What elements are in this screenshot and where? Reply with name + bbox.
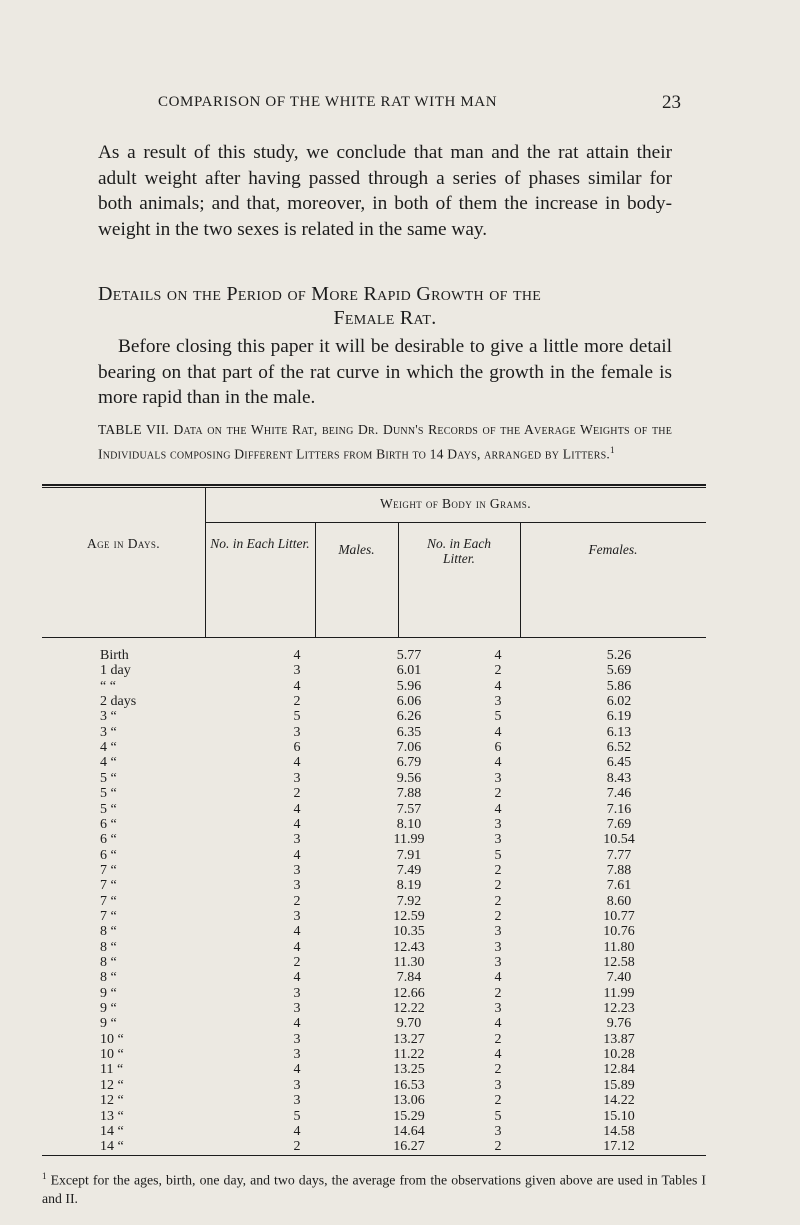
cell-no-male: 4 <box>293 847 301 863</box>
cell-males: 8.10 <box>396 816 422 832</box>
cell-females: 10.76 <box>603 924 635 940</box>
cell-males: 14.64 <box>393 1123 425 1139</box>
cell-no-female: 3 <box>494 1077 502 1093</box>
cell-females: 7.77 <box>606 847 632 863</box>
cell-females: 15.10 <box>603 1108 635 1124</box>
cell-no-female: 3 <box>494 955 502 970</box>
cell-age: 2 days <box>100 694 137 710</box>
cell-males: 6.01 <box>396 663 422 679</box>
cell-males: 12.59 <box>393 908 425 924</box>
cell-no-female: 3 <box>494 1001 502 1017</box>
cell-no-male: 3 <box>293 663 301 679</box>
cell-no-male: 4 <box>293 678 301 694</box>
cell-no-female: 4 <box>494 801 502 817</box>
cell-no-male: 4 <box>293 1123 301 1139</box>
cell-females: 10.28 <box>603 1047 635 1063</box>
cell-males: 7.91 <box>396 847 422 863</box>
cell-no-female: 3 <box>494 1123 502 1139</box>
cell-no-male: 3 <box>293 985 301 1001</box>
cell-males: 9.56 <box>396 770 422 786</box>
cell-males: 6.35 <box>396 724 422 740</box>
footnote-mark: 1 <box>42 1171 47 1181</box>
cell-age: 9 “ <box>100 1016 117 1032</box>
cell-age: 6 “ <box>100 816 117 832</box>
cell-females: 7.69 <box>606 816 632 832</box>
cell-no-male: 3 <box>293 862 301 878</box>
cell-males: 7.92 <box>396 893 422 909</box>
cell-no-female: 2 <box>494 878 502 894</box>
cell-no-male: 3 <box>293 1093 301 1109</box>
cell-no-female: 2 <box>494 1031 502 1047</box>
cell-age: 5 “ <box>100 801 117 817</box>
cell-no-male: 3 <box>293 832 301 848</box>
cell-no-male: 4 <box>293 801 301 817</box>
cell-no-female: 2 <box>494 786 502 802</box>
cell-males: 7.49 <box>396 862 422 878</box>
cell-females: 11.99 <box>603 985 635 1001</box>
cell-age: 13 “ <box>100 1108 124 1124</box>
cell-males: 16.27 <box>393 1139 425 1155</box>
header-no-female: No. in Each Litter. <box>426 536 492 566</box>
cell-age: 4 “ <box>100 755 117 771</box>
cell-males: 8.19 <box>396 878 422 894</box>
cell-females: 7.61 <box>606 878 632 894</box>
cell-no-female: 2 <box>494 1093 502 1109</box>
cell-females: 12.23 <box>603 1001 635 1017</box>
cell-no-male: 3 <box>293 1077 301 1093</box>
cell-males: 16.53 <box>393 1077 425 1093</box>
cell-no-male: 4 <box>293 924 301 940</box>
cell-females: 6.52 <box>606 740 632 756</box>
cell-no-female: 4 <box>494 724 502 740</box>
cell-males: 7.06 <box>396 740 422 756</box>
cell-males: 7.88 <box>396 786 422 802</box>
paragraph-introduction: Before closing this paper it will be desirable to give a little more detail bearing on that part of the rat curve in which the growth in the female is more rapid than in the male. <box>98 336 672 408</box>
cell-age: 6 “ <box>100 832 117 848</box>
cell-no-male: 2 <box>293 893 301 909</box>
cell-males: 10.35 <box>393 924 425 940</box>
cell-age: 8 “ <box>100 970 117 986</box>
cell-females: 8.60 <box>606 893 632 909</box>
cell-no-female: 2 <box>494 893 502 909</box>
cell-males: 6.06 <box>396 694 422 710</box>
cell-age: 11 “ <box>100 1062 124 1078</box>
cell-no-male: 3 <box>293 878 301 894</box>
cell-no-female: 2 <box>494 908 502 924</box>
cell-no-male: 4 <box>293 648 301 663</box>
header-bottom-rule <box>42 637 706 638</box>
section-heading-line2: Female Rat. <box>333 307 437 329</box>
cell-females: 6.19 <box>606 709 632 725</box>
cell-age: 12 “ <box>100 1093 124 1109</box>
table-bottom-rule <box>42 1155 706 1156</box>
cell-no-male: 2 <box>293 955 301 970</box>
cell-age: 4 “ <box>100 740 117 756</box>
footnote-text: Except for the ages, birth, one day, and two days, the average from the observations given above are used in Tables I and II. <box>42 1172 706 1206</box>
cell-age: Birth <box>100 648 129 663</box>
cell-no-female: 6 <box>494 740 502 756</box>
cell-age: 3 “ <box>100 709 117 725</box>
cell-no-female: 2 <box>494 1139 502 1155</box>
cell-males: 5.96 <box>396 678 422 694</box>
cell-age: 3 “ <box>100 724 117 740</box>
table-caption-text: TABLE VII. Data on the White Rat, being Dr. Dunn's Records of the Average Weights of the Individuals composing Different Litters from Birth to 14 Days, arranged by Litters. <box>98 422 672 462</box>
cell-no-female: 4 <box>494 1047 502 1063</box>
cell-no-female: 2 <box>494 1062 502 1078</box>
cell-males: 13.27 <box>393 1031 425 1047</box>
cell-no-male: 4 <box>293 970 301 986</box>
cell-no-female: 4 <box>494 1016 502 1032</box>
cell-males: 15.29 <box>393 1108 425 1124</box>
cell-females: 10.54 <box>603 832 635 848</box>
cell-no-male: 4 <box>293 755 301 771</box>
cell-no-female: 4 <box>494 755 502 771</box>
cell-no-male: 4 <box>293 816 301 832</box>
cell-no-female: 4 <box>494 648 502 663</box>
cell-no-female: 5 <box>494 847 502 863</box>
cell-females: 13.87 <box>603 1031 635 1047</box>
cell-age: 6 “ <box>100 847 117 863</box>
cell-age: 5 “ <box>100 770 117 786</box>
cell-females: 11.80 <box>603 939 635 955</box>
cell-females: 17.12 <box>603 1139 635 1155</box>
cell-females: 5.86 <box>606 678 632 694</box>
cell-no-male: 5 <box>293 1108 301 1124</box>
cell-males: 13.06 <box>393 1093 425 1109</box>
cell-age: 7 “ <box>100 893 117 909</box>
cell-age: 12 “ <box>100 1077 124 1093</box>
cell-males: 13.25 <box>393 1062 425 1078</box>
cell-males: 12.22 <box>393 1001 425 1017</box>
cell-no-male: 4 <box>293 1016 301 1032</box>
cell-females: 9.76 <box>606 1016 632 1032</box>
column-divider <box>520 523 521 638</box>
cell-no-female: 3 <box>494 939 502 955</box>
cell-no-male: 3 <box>293 1031 301 1047</box>
table-caption-footnote-mark: 1 <box>609 445 615 455</box>
cell-age: 8 “ <box>100 924 117 940</box>
cell-no-female: 3 <box>494 694 502 710</box>
cell-age: “ “ <box>100 678 116 694</box>
cell-males: 7.84 <box>396 970 422 986</box>
cell-females: 6.45 <box>606 755 632 771</box>
cell-females: 7.88 <box>606 862 632 878</box>
cell-no-male: 3 <box>293 1047 301 1063</box>
running-head: COMPARISON OF THE WHITE RAT WITH MAN <box>158 94 498 110</box>
cell-no-female: 4 <box>494 970 502 986</box>
cell-females: 7.46 <box>606 786 632 802</box>
page-number: 23 <box>662 92 681 113</box>
cell-no-male: 3 <box>293 908 301 924</box>
cell-no-female: 3 <box>494 832 502 848</box>
cell-no-male: 2 <box>293 694 301 710</box>
cell-age: 1 day <box>100 663 131 679</box>
cell-age: 10 “ <box>100 1031 124 1047</box>
cell-no-male: 4 <box>293 939 301 955</box>
header-males: Males. <box>338 542 375 557</box>
cell-no-male: 6 <box>293 740 301 756</box>
cell-females: 7.16 <box>606 801 632 817</box>
cell-no-male: 4 <box>293 1062 301 1078</box>
cell-age: 14 “ <box>100 1139 124 1155</box>
section-heading-line1: Details on the Period of More Rapid Growth of the <box>98 283 542 305</box>
cell-males: 6.79 <box>396 755 422 771</box>
cell-males: 6.26 <box>396 709 422 725</box>
table-top-rule <box>42 484 706 486</box>
cell-females: 12.84 <box>603 1062 635 1078</box>
cell-males: 12.66 <box>393 985 425 1001</box>
header-females: Females. <box>588 542 638 557</box>
cell-age: 7 “ <box>100 908 117 924</box>
cell-males: 11.99 <box>393 832 425 848</box>
cell-males: 11.30 <box>393 955 425 970</box>
cell-age: 9 “ <box>100 1001 117 1017</box>
cell-no-female: 3 <box>494 924 502 940</box>
header-no-male: No. in Each Litter. <box>210 536 310 551</box>
footnote <box>42 1167 706 1208</box>
cell-no-male: 3 <box>293 1001 301 1017</box>
cell-males: 9.70 <box>396 1016 422 1032</box>
cell-females: 14.58 <box>603 1123 635 1139</box>
cell-females: 14.22 <box>603 1093 635 1109</box>
paragraph-conclusion: As a result of this study, we conclude that man and the rat attain their adult weight after having passed through a series of phases similar for both animals; and that, moreover, in both of them the increase in body-weight in the two sexes is related in the same way. <box>98 142 672 240</box>
cell-no-male: 2 <box>293 786 301 802</box>
cell-females: 5.69 <box>606 663 632 679</box>
section-heading <box>98 282 672 330</box>
cell-no-female: 2 <box>494 985 502 1001</box>
cell-no-female: 4 <box>494 678 502 694</box>
cell-no-female: 2 <box>494 663 502 679</box>
cell-age: 9 “ <box>100 985 117 1001</box>
cell-age: 5 “ <box>100 786 117 802</box>
cell-males: 12.43 <box>393 939 425 955</box>
cell-females: 8.43 <box>606 770 632 786</box>
cell-age: 14 “ <box>100 1123 124 1139</box>
cell-no-female: 5 <box>494 1108 502 1124</box>
table-top-rule-inner <box>42 487 706 488</box>
cell-males: 5.77 <box>396 648 422 663</box>
cell-no-male: 3 <box>293 770 301 786</box>
cell-no-female: 5 <box>494 709 502 725</box>
cell-no-male: 2 <box>293 1139 301 1155</box>
cell-no-female: 3 <box>494 816 502 832</box>
cell-females: 15.89 <box>603 1077 635 1093</box>
header-weight: Weight of Body in Grams. <box>380 496 531 511</box>
cell-females: 5.26 <box>606 648 632 663</box>
cell-age: 7 “ <box>100 862 117 878</box>
cell-no-male: 3 <box>293 724 301 740</box>
cell-females: 6.02 <box>606 694 632 710</box>
cell-females: 10.77 <box>603 908 635 924</box>
cell-males: 7.57 <box>396 801 422 817</box>
table-caption <box>98 420 672 465</box>
column-divider <box>398 523 399 638</box>
cell-females: 6.13 <box>606 724 632 740</box>
cell-females: 12.58 <box>603 955 635 970</box>
cell-age: 10 “ <box>100 1047 124 1063</box>
header-subrule <box>205 522 706 523</box>
cell-no-female: 3 <box>494 770 502 786</box>
cell-no-male: 5 <box>293 709 301 725</box>
cell-no-female: 2 <box>494 862 502 878</box>
cell-males: 11.22 <box>393 1047 425 1063</box>
header-age: Age in Days. <box>86 536 161 551</box>
cell-females: 7.40 <box>606 970 632 986</box>
cell-age: 8 “ <box>100 955 117 970</box>
cell-age: 8 “ <box>100 939 117 955</box>
column-divider <box>315 523 316 638</box>
cell-age: 7 “ <box>100 878 117 894</box>
